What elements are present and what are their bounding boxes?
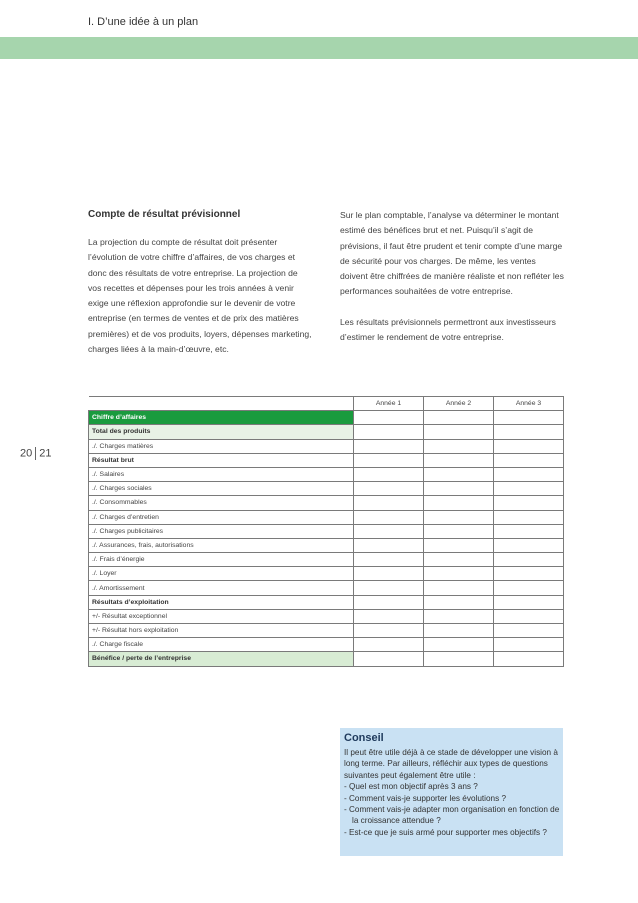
year-1-cell[interactable]	[354, 595, 424, 609]
row-label: Résultat brut	[89, 453, 354, 467]
table-row	[89, 496, 564, 510]
year-1-cell[interactable]	[354, 425, 424, 439]
table-row	[89, 510, 564, 524]
header-band	[0, 37, 638, 59]
table-row	[89, 425, 564, 439]
year-2-cell[interactable]	[424, 510, 494, 524]
year-3-cell[interactable]	[494, 538, 564, 552]
table-row	[89, 567, 564, 581]
table-row	[89, 538, 564, 552]
conseil-title: Conseil	[344, 732, 384, 744]
row-label: ./. Charges sociales	[89, 482, 354, 496]
year-3-header: Année 3	[494, 397, 564, 411]
table-header-blank	[89, 397, 354, 411]
table-row	[89, 467, 564, 481]
year-2-cell[interactable]	[424, 439, 494, 453]
table-row	[89, 553, 564, 567]
row-label: ./. Frais d’énergie	[89, 553, 354, 567]
conseil-box	[340, 728, 563, 856]
year-2-cell[interactable]	[424, 609, 494, 623]
year-3-cell[interactable]	[494, 439, 564, 453]
page-number-separator	[35, 447, 36, 460]
row-label: +/- Résultat exceptionnel	[89, 609, 354, 623]
table-row	[89, 453, 564, 467]
table-row	[89, 581, 564, 595]
investors-paragraph: Les résultats prévisionnels permettront aux investisseurs d’estimer le rendement de votre entreprise.	[340, 316, 556, 343]
year-1-cell[interactable]	[354, 453, 424, 467]
row-label: ./. Charges matières	[89, 439, 354, 453]
row-label: ./. Salaires	[89, 467, 354, 481]
row-label: ./. Loyer	[89, 567, 354, 581]
year-1-cell[interactable]	[354, 467, 424, 481]
year-3-cell[interactable]	[494, 624, 564, 638]
row-label: Total des produits	[89, 425, 354, 439]
conseil-item: - Quel est mon objectif après 3 ans ?	[344, 782, 478, 792]
year-2-cell[interactable]	[424, 581, 494, 595]
year-3-cell[interactable]	[494, 652, 564, 666]
year-2-cell[interactable]	[424, 467, 494, 481]
year-3-cell[interactable]	[494, 482, 564, 496]
table-row	[89, 439, 564, 453]
year-2-cell[interactable]	[424, 638, 494, 652]
year-3-cell[interactable]	[494, 567, 564, 581]
year-2-cell[interactable]	[424, 567, 494, 581]
row-label: +/- Résultat hors exploitation	[89, 624, 354, 638]
year-1-cell[interactable]	[354, 524, 424, 538]
row-label: ./. Charge fiscale	[89, 638, 354, 652]
year-2-cell[interactable]	[424, 553, 494, 567]
year-3-cell[interactable]	[494, 467, 564, 481]
year-1-cell[interactable]	[354, 538, 424, 552]
intro-paragraph: La projection du compte de résultat doit présenter l’évolution de votre chiffre d’affaires, de vos charges et donc des résultats de votre entreprise. La projection de vos recettes et dépenses pour les trois années à venir exige une réflexion approfondie sur le devenir de votre entreprise (en termes de ventes et de prix des matières premières) et de vos produits, loyers, dépenses marketing, charges liées à la main-d’œuvre, etc.	[88, 237, 312, 355]
table-row	[89, 595, 564, 609]
year-3-cell[interactable]	[494, 411, 564, 425]
year-2-cell[interactable]	[424, 595, 494, 609]
accounting-paragraph: Sur le plan comptable, l’analyse va déterminer le montant estimé des bénéfices brut et net. Puisqu’il s’agit de prévisions, il faut être prudent et tenir compte d’une marge de sécurité pour vos charges. De même, les ventes doivent être chiffrées de manière réaliste et non refléter les performances souhaitées de votre entreprise.	[340, 210, 564, 297]
table-header-row	[89, 397, 564, 411]
year-3-cell[interactable]	[494, 638, 564, 652]
row-label: ./. Assurances, frais, autorisations	[89, 538, 354, 552]
row-label: Résultats d’exploitation	[89, 595, 354, 609]
year-1-cell[interactable]	[354, 624, 424, 638]
section-title: Compte de résultat prévisionnel	[88, 209, 241, 220]
table-row	[89, 624, 564, 638]
row-label: ./. Consommables	[89, 496, 354, 510]
table-row	[89, 524, 564, 538]
year-3-cell[interactable]	[494, 496, 564, 510]
conseil-list	[344, 781, 560, 838]
year-1-header: Année 1	[354, 397, 424, 411]
table-row	[89, 411, 564, 425]
year-1-cell[interactable]	[354, 609, 424, 623]
year-3-cell[interactable]	[494, 510, 564, 524]
page-number-left: 20	[20, 447, 33, 460]
year-1-cell[interactable]	[354, 510, 424, 524]
table-row	[89, 609, 564, 623]
year-3-cell[interactable]	[494, 595, 564, 609]
row-label: ./. Charges d’entretien	[89, 510, 354, 524]
year-2-cell[interactable]	[424, 652, 494, 666]
conseil-item: - Comment vais-je adapter mon organisation en fonction de la croissance attendue ?	[344, 805, 560, 826]
row-label: Bénéfice / perte de l’entreprise	[89, 652, 354, 666]
table-row	[89, 652, 564, 666]
year-1-cell[interactable]	[354, 439, 424, 453]
conseil-item: - Comment vais-je supporter les évolutions ?	[344, 793, 506, 803]
year-1-cell[interactable]	[354, 638, 424, 652]
year-2-cell[interactable]	[424, 538, 494, 552]
row-label: ./. Amortissement	[89, 581, 354, 595]
left-column	[88, 208, 313, 371]
year-3-cell[interactable]	[494, 425, 564, 439]
year-1-cell[interactable]	[354, 553, 424, 567]
row-label: Chiffre d’affaires	[89, 411, 354, 425]
year-2-cell[interactable]	[424, 453, 494, 467]
year-1-cell[interactable]	[354, 567, 424, 581]
year-1-cell[interactable]	[354, 496, 424, 510]
chapter-title: I. D’une idée à un plan	[88, 16, 199, 28]
page-number-right: 21	[39, 447, 52, 460]
year-2-cell[interactable]	[424, 482, 494, 496]
year-2-cell[interactable]	[424, 624, 494, 638]
conseil-text: Il peut être utile déjà à ce stade de développer une vision à long terme. Par ailleurs, réfléchir aux types de questions suivantes peut également être utile :	[344, 748, 558, 780]
year-2-header: Année 2	[424, 397, 494, 411]
year-3-cell[interactable]	[494, 453, 564, 467]
right-column	[340, 208, 565, 360]
year-1-cell[interactable]	[354, 652, 424, 666]
year-3-cell[interactable]	[494, 553, 564, 567]
year-2-cell[interactable]	[424, 524, 494, 538]
year-3-cell[interactable]	[494, 524, 564, 538]
year-1-cell[interactable]	[354, 411, 424, 425]
conseil-item: - Est-ce que je suis armé pour supporter mes objectifs ?	[344, 827, 547, 837]
page-numbers	[20, 447, 52, 460]
year-1-cell[interactable]	[354, 581, 424, 595]
year-3-cell[interactable]	[494, 581, 564, 595]
year-2-cell[interactable]	[424, 425, 494, 439]
year-2-cell[interactable]	[424, 496, 494, 510]
year-1-cell[interactable]	[354, 482, 424, 496]
year-3-cell[interactable]	[494, 609, 564, 623]
row-label: ./. Charges publicitaires	[89, 524, 354, 538]
year-2-cell[interactable]	[424, 411, 494, 425]
table-row	[89, 638, 564, 652]
table-row	[89, 482, 564, 496]
income-statement-table	[88, 396, 564, 667]
